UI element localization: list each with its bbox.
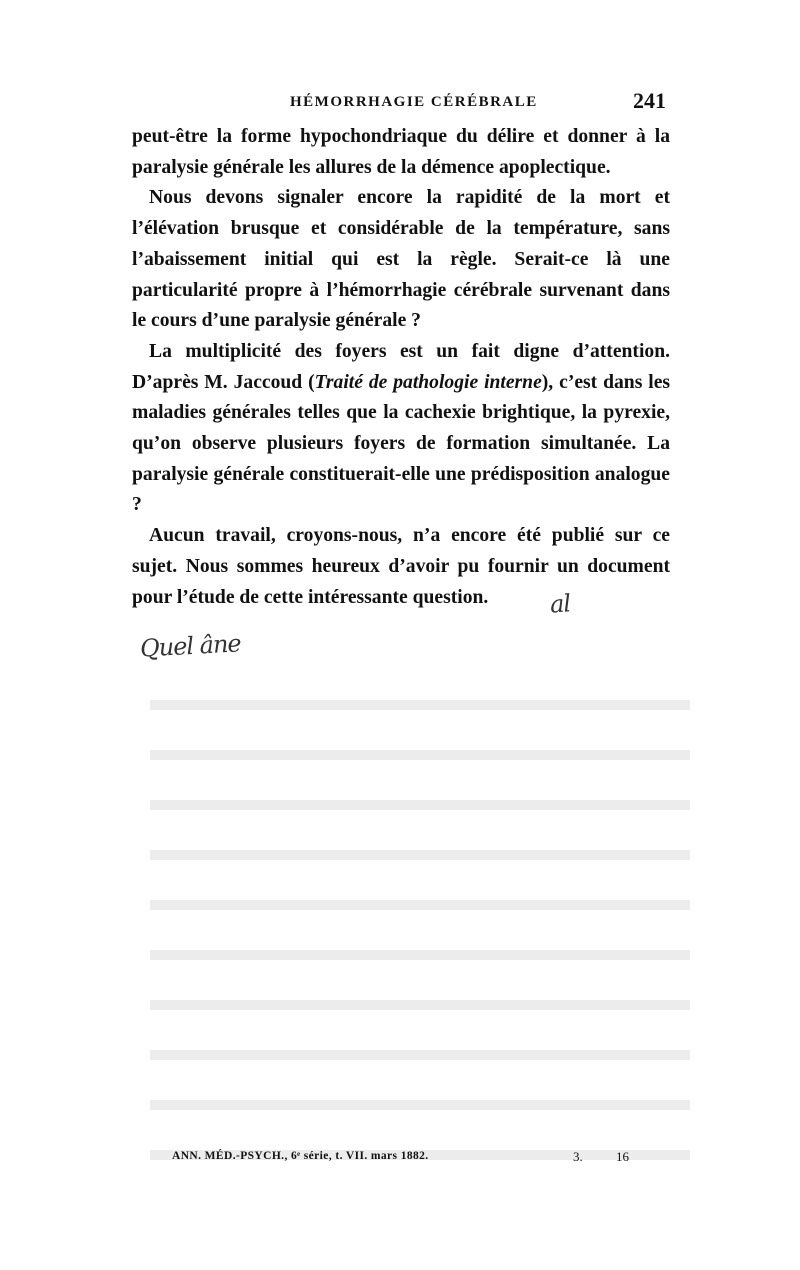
margin-note-2: Quel âne bbox=[139, 629, 242, 663]
cited-work-title: Traité de pathologie interne bbox=[314, 371, 542, 393]
page-header bbox=[132, 88, 668, 118]
paragraph-3 bbox=[132, 337, 670, 521]
paragraph-2: Nous devons signaler encore la rapidité de la mort et l’élévation brusque et considérable de la température, sans l’abaissement initial qui est la règle. Serait-ce là une particularité propre à l’hémorrhagie cérébrale survenant dans le cours d’une paralysie générale ? bbox=[132, 187, 670, 332]
paragraph-1: peut-être la forme hypochondriaque du délire et donner à la paralysie générale les allures de la démence apoplectique. bbox=[132, 126, 670, 178]
bleed-through-shading bbox=[150, 670, 690, 1170]
paragraph-3-text-a: La multiplicité des foyers est un fait digne d’attention. D’après M. Jaccoud ( bbox=[132, 340, 670, 393]
running-title: HÉMORRHAGIE CÉRÉBRALE bbox=[290, 94, 538, 110]
signature-mark-1: 3. bbox=[573, 1149, 583, 1164]
page-number: 241 bbox=[633, 88, 666, 113]
signature-mark-2: 16 bbox=[616, 1149, 629, 1164]
body-text bbox=[132, 122, 670, 613]
margin-note-1: al bbox=[549, 589, 571, 619]
journal-citation: ANN. MÉD.-PSYCH., 6ᵉ série, t. VII. mars 1882. bbox=[172, 1150, 429, 1162]
paragraph-4: Aucun travail, croyons-nous, n’a encore été publié sur ce sujet. Nous sommes heureux d’avoir pu fournir un document pour l’étude de cette intéressante question. bbox=[132, 525, 670, 608]
paragraph-3-text-b: ), c’est dans les maladies générales telles que la cachexie brightique, la pyrexie, qu’on observe plusieurs foyers de formation simultanée. La paralysie générale constituerait-elle une prédisposition analogue ? bbox=[132, 371, 671, 516]
page-footer bbox=[172, 1150, 642, 1174]
